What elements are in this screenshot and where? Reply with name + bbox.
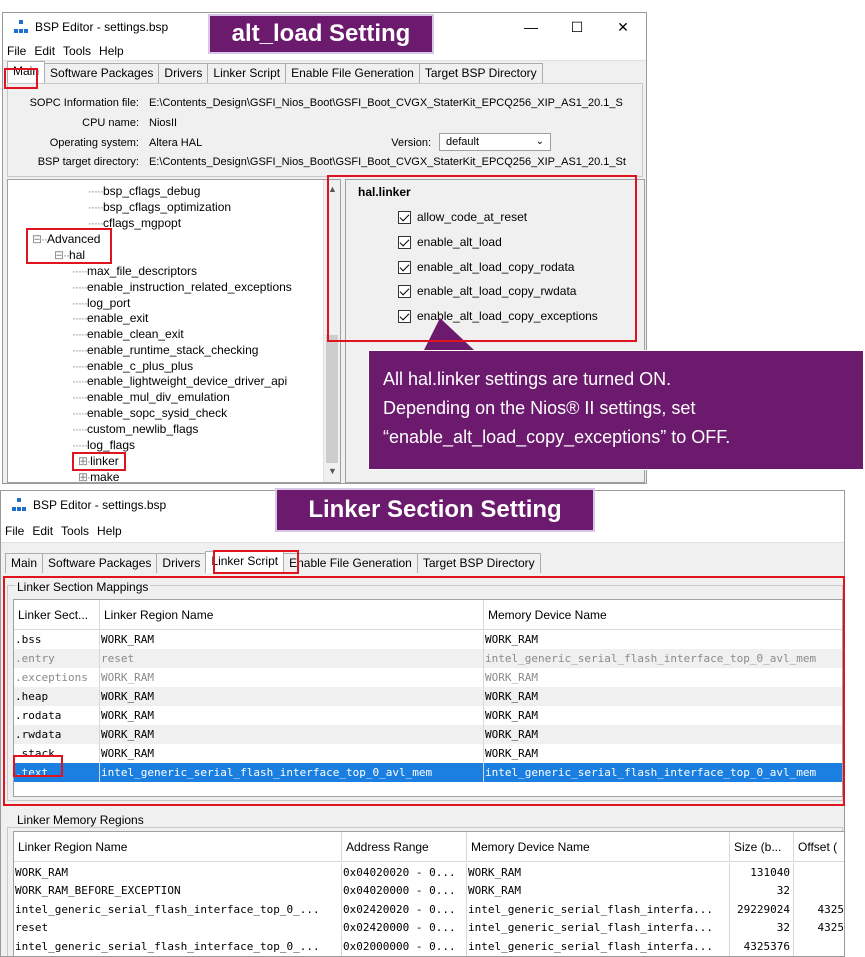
version-label: Version: xyxy=(391,137,431,149)
table-row[interactable]: .rodata WORK_RAM WORK_RAM xyxy=(14,706,843,725)
os-label: Operating system: xyxy=(49,137,139,149)
window-title: BSP Editor - settings.bsp xyxy=(35,20,169,34)
callout-line: “enable_alt_load_copy_exceptions” to OFF. xyxy=(383,427,731,447)
checkbox-enable-alt-load[interactable]: enable_alt_load xyxy=(398,235,502,249)
table-row[interactable]: .bss WORK_RAM WORK_RAM xyxy=(14,630,843,649)
tab-main[interactable]: Main xyxy=(7,61,45,83)
sopc-value: E:\Contents_Design\GSFI_Nios_Boot\GSFI_Boot_CVGX_StaterKit_EPCQ256_XIP_AS1_20.1_S xyxy=(149,97,623,109)
menu-edit[interactable]: Edit xyxy=(34,43,56,58)
tree-item[interactable]: ·····enable_lightweight_device_driver_api xyxy=(72,374,288,388)
highlight-advanced-hal xyxy=(26,228,112,264)
highlight-linker-script-tab xyxy=(213,550,299,574)
annotation-title-alt-load: alt_load Setting xyxy=(208,14,434,54)
tree-item-linker[interactable]: ⊞·linker xyxy=(78,454,119,468)
tree-item-advanced[interactable]: ⊟··Advanced xyxy=(32,232,101,246)
bspdir-label: BSP target directory: xyxy=(37,156,139,168)
menu-help[interactable]: Help xyxy=(99,43,124,58)
tab-strip xyxy=(3,61,646,83)
tab-enable-file-generation[interactable]: Enable File Generation xyxy=(285,63,420,83)
column-header-address-range[interactable]: Address Range xyxy=(342,832,467,862)
table-header xyxy=(14,832,845,862)
maximize-icon[interactable]: ☐ xyxy=(570,18,584,35)
column-header-memory-device-name[interactable]: Memory Device Name xyxy=(467,832,730,862)
hal-linker-title: hal.linker xyxy=(358,185,411,199)
tree-item[interactable]: ·····enable_sopc_sysid_check xyxy=(72,406,228,420)
os-value: Altera HAL xyxy=(149,137,203,149)
tree-item[interactable]: ·····bsp_cflags_debug xyxy=(88,184,201,198)
window-title: BSP Editor - settings.bsp xyxy=(33,498,167,512)
sopc-label: SOPC Information file: xyxy=(29,97,139,109)
menu-file[interactable]: File xyxy=(7,43,27,58)
table-row[interactable]: .rwdata WORK_RAM WORK_RAM xyxy=(14,725,843,744)
table-row[interactable]: .stack WORK_RAM WORK_RAM xyxy=(14,744,843,763)
tree-item[interactable]: ·····enable_mul_div_emulation xyxy=(72,390,230,404)
app-icon xyxy=(11,497,27,513)
close-icon[interactable]: ✕ xyxy=(617,18,629,35)
table-row[interactable]: .heap WORK_RAM WORK_RAM xyxy=(14,687,843,706)
highlight-linker-section-mappings xyxy=(3,576,845,806)
chevron-down-icon: ⌄ xyxy=(535,136,544,147)
bspdir-value: E:\Contents_Design\GSFI_Nios_Boot\GSFI_Boot_CVGX_StaterKit_EPCQ256_XIP_AS1_20.1_St xyxy=(149,156,626,168)
app-icon xyxy=(13,19,29,35)
checkbox-enable-alt-load-copy-exceptions[interactable]: enable_alt_load_copy_exceptions xyxy=(398,309,598,323)
tab-linker-script[interactable]: Linker Script xyxy=(205,551,284,573)
callout-line: All hal.linker settings are turned ON. xyxy=(383,369,672,389)
table-row[interactable]: WORK_RAM 0x04020020 - 0... WORK_RAM 131040 xyxy=(14,863,845,882)
table-row[interactable]: WORK_RAM_BEFORE_EXCEPTION 0x04020000 - 0... WORK_RAM 32 xyxy=(14,881,845,900)
tree-item[interactable]: ·····enable_clean_exit xyxy=(72,327,184,341)
scroll-thumb[interactable] xyxy=(326,335,338,463)
menu-tools[interactable]: Tools xyxy=(61,523,90,538)
callout-line: Depending on the Nios® II settings, set xyxy=(383,398,696,418)
tree-item[interactable]: ·····enable_runtime_stack_checking xyxy=(72,343,259,357)
menu-help[interactable]: Help xyxy=(97,523,122,538)
tree-item[interactable]: ·····log_flags xyxy=(72,438,136,452)
tree-item-hal[interactable]: ⊟··hal xyxy=(54,248,86,262)
tab-target-bsp-directory[interactable]: Target BSP Directory xyxy=(419,63,543,83)
tab-software-packages[interactable]: Software Packages xyxy=(44,63,159,83)
checkbox-allow-code-at-reset[interactable]: allow_code_at_reset xyxy=(398,210,527,224)
cpu-value: NiosII xyxy=(149,117,178,129)
linker-memory-regions-label: Linker Memory Regions xyxy=(17,813,144,827)
highlight-hal-linker-panel xyxy=(327,175,637,342)
tab-strip xyxy=(1,551,844,573)
tree-item[interactable]: ·····cflags_mgpopt xyxy=(88,216,182,230)
tree-item[interactable]: ·····max_file_descriptors xyxy=(72,264,198,278)
checkbox-enable-alt-load-copy-rwdata[interactable]: enable_alt_load_copy_rwdata xyxy=(398,284,576,298)
version-value: default xyxy=(446,136,480,148)
menu-edit[interactable]: Edit xyxy=(32,523,54,538)
column-header-size[interactable]: Size (b... xyxy=(730,832,794,862)
menu-file[interactable]: File xyxy=(5,523,25,538)
version-select[interactable] xyxy=(439,133,551,151)
tree-item[interactable]: ·····enable_c_plus_plus xyxy=(72,359,194,373)
tab-enable-file-generation[interactable]: Enable File Generation xyxy=(283,553,418,573)
cpu-label: CPU name: xyxy=(82,117,139,129)
table-row[interactable]: reset 0x02420000 - 0... intel_generic_serial_flash_interfa... 32 4325 xyxy=(14,918,845,937)
tree-item[interactable]: ·····log_port xyxy=(72,296,131,310)
tree-item[interactable]: ·····enable_instruction_related_exceptions xyxy=(72,280,292,294)
column-header-memory-device-name[interactable]: Memory Device Name xyxy=(488,608,607,622)
tree-item-make[interactable]: ⊞·make xyxy=(78,470,120,483)
tab-software-packages[interactable]: Software Packages xyxy=(42,553,157,573)
scroll-down-icon[interactable]: ▼ xyxy=(328,466,337,476)
tree-item[interactable]: ·····enable_exit xyxy=(72,311,149,325)
table-row[interactable]: intel_generic_serial_flash_interface_top_0_... 0x02420020 - 0... intel_generic_serial_flash_interfa... 29229024 4325 xyxy=(14,900,845,919)
tab-linker-script[interactable]: Linker Script xyxy=(207,63,286,83)
highlight-main-tab xyxy=(4,68,38,89)
linker-memory-regions-table xyxy=(13,831,845,957)
table-row-selected[interactable]: .text intel_generic_serial_flash_interface_top_0_avl_mem intel_generic_serial_flash_interface_top_0_avl_mem xyxy=(14,763,843,782)
column-header-linker-region-name[interactable]: Linker Region Name xyxy=(100,600,484,630)
highlight-linker-node xyxy=(72,452,126,471)
tree-item[interactable]: ·····bsp_cflags_optimization xyxy=(88,200,232,214)
tab-target-bsp-directory[interactable]: Target BSP Directory xyxy=(417,553,541,573)
table-row[interactable]: intel_generic_serial_flash_interface_top_0_... 0x02000000 - 0... intel_generic_serial_flash_interfa... 4325376 xyxy=(14,937,845,956)
highlight-text-section xyxy=(13,755,63,777)
column-header-offset[interactable]: Offset ( xyxy=(798,840,838,854)
tab-drivers[interactable]: Drivers xyxy=(158,63,208,83)
table-row[interactable]: .entry reset intel_generic_serial_flash_interface_top_0_avl_mem xyxy=(14,649,843,668)
table-row[interactable]: .exceptions WORK_RAM WORK_RAM xyxy=(14,668,843,687)
minimize-icon[interactable]: — xyxy=(524,19,538,35)
tab-main[interactable]: Main xyxy=(5,553,43,573)
column-header-linker-section[interactable]: Linker Sect... xyxy=(14,600,100,630)
settings-tree xyxy=(7,179,341,483)
linker-section-mappings-label: Linker Section Mappings xyxy=(17,580,149,594)
checkbox-enable-alt-load-copy-rodata[interactable]: enable_alt_load_copy_rodata xyxy=(398,260,574,274)
scroll-up-icon[interactable]: ▲ xyxy=(328,184,337,194)
tree-item[interactable]: ·····custom_newlib_flags xyxy=(72,422,199,436)
column-header-linker-region-name[interactable]: Linker Region Name xyxy=(14,832,342,862)
annotation-callout xyxy=(368,350,864,470)
menu-tools[interactable]: Tools xyxy=(63,43,92,58)
annotation-title-linker-section: Linker Section Setting xyxy=(275,488,595,532)
tab-drivers[interactable]: Drivers xyxy=(156,553,206,573)
